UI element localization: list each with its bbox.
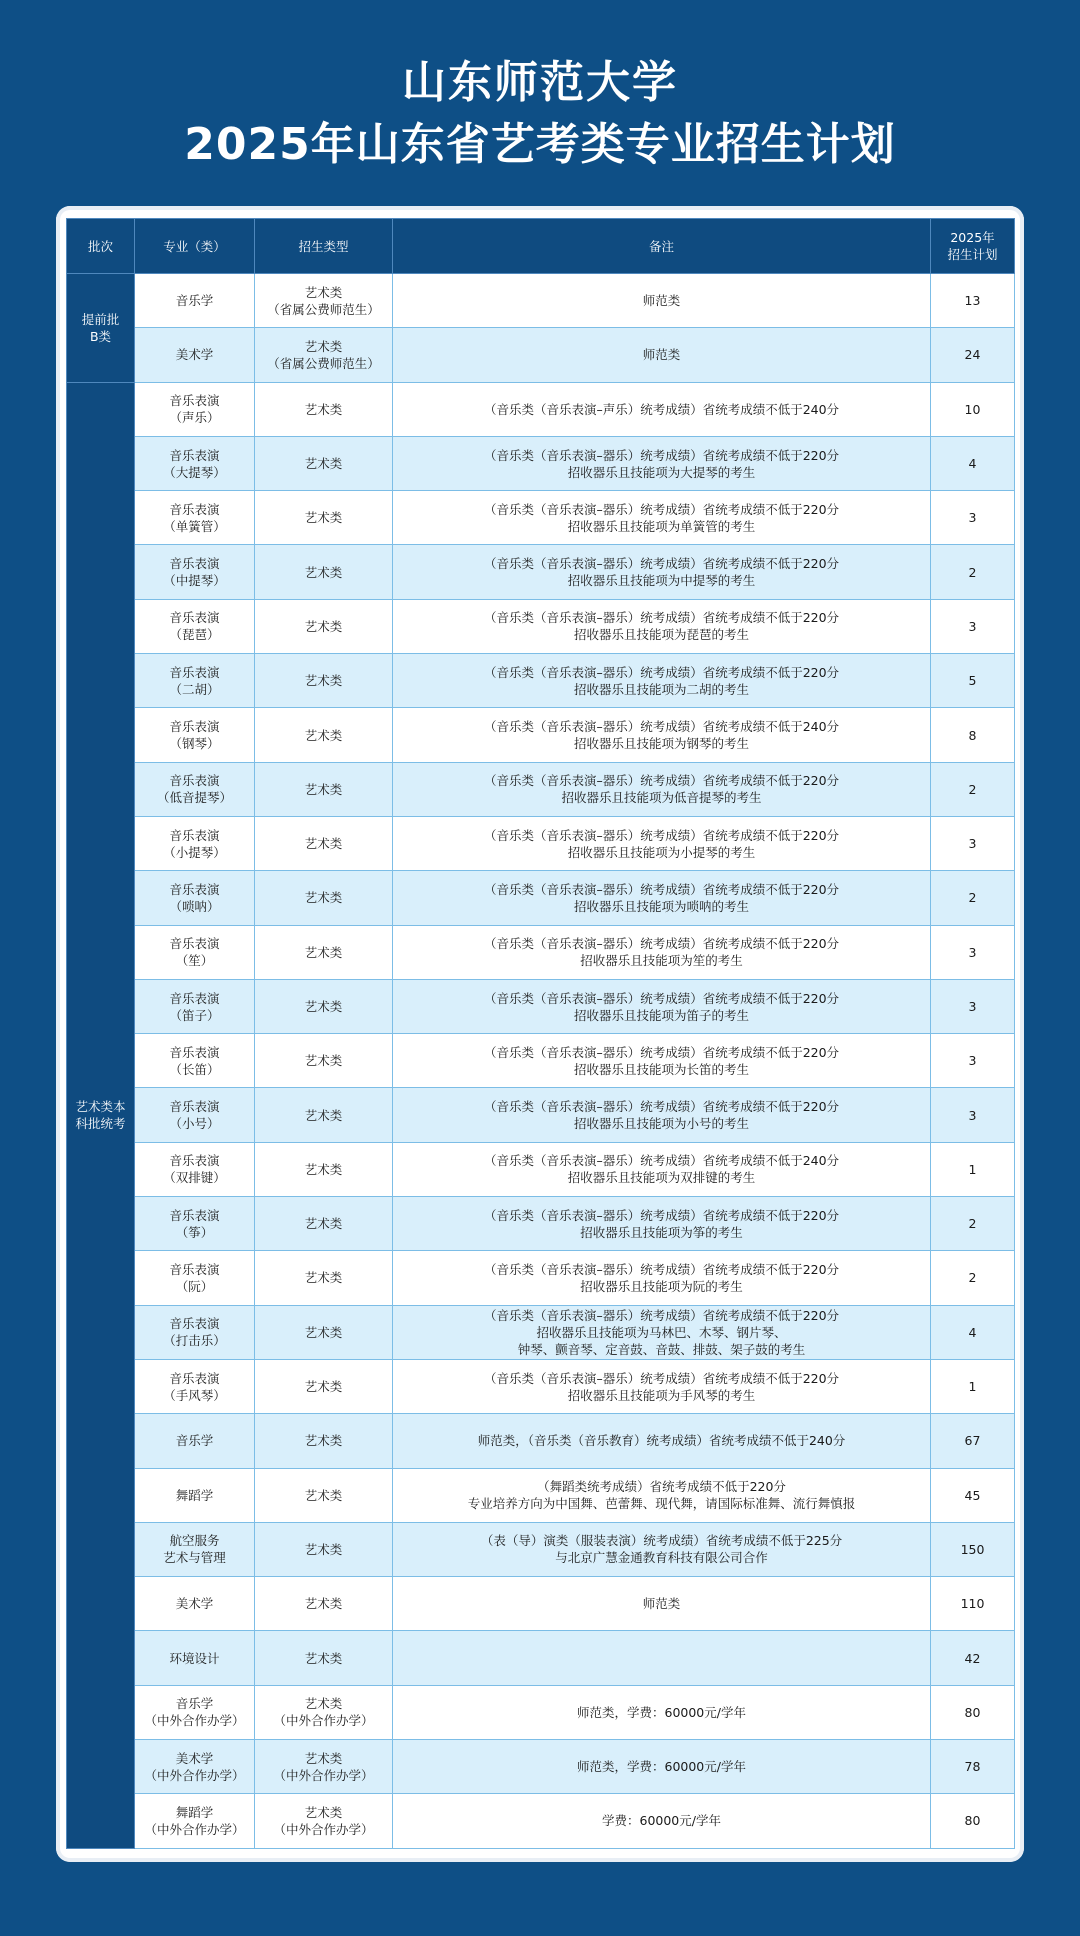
note-cell: （表（导）演类（服装表演）统考成绩）省统考成绩不低于225分 与北京广慧金通教育科技有限公司合作 (393, 1522, 931, 1576)
enrollment-plan-table (66, 218, 1015, 1849)
type-cell: 艺术类 (255, 1034, 393, 1088)
type-cell: 艺术类 (255, 871, 393, 925)
type-cell: 艺术类 (255, 1142, 393, 1196)
major-cell: 音乐表演 （二胡） (135, 654, 255, 708)
type-cell: 艺术类 (255, 1305, 393, 1359)
table-row (67, 1197, 1015, 1251)
table-row (67, 1740, 1015, 1794)
table-row (67, 491, 1015, 545)
plan-cell: 42 (931, 1631, 1015, 1685)
type-cell: 艺术类 (255, 762, 393, 816)
note-cell: 师范类，学费：60000元/学年 (393, 1685, 931, 1739)
plan-cell: 3 (931, 979, 1015, 1033)
plan-cell: 1 (931, 1359, 1015, 1413)
type-cell: 艺术类 (255, 925, 393, 979)
major-cell: 美术学 (135, 328, 255, 382)
note-cell: （音乐类（音乐表演–器乐）统考成绩）省统考成绩不低于220分 招收器乐且技能项为大提琴的考生 (393, 436, 931, 490)
plan-cell: 4 (931, 436, 1015, 490)
major-cell: 舞蹈学 （中外合作办学） (135, 1794, 255, 1848)
major-cell: 音乐表演 （低音提琴） (135, 762, 255, 816)
major-cell: 美术学 (135, 1577, 255, 1631)
type-cell: 艺术类 (255, 708, 393, 762)
note-cell: （音乐类（音乐表演–器乐）统考成绩）省统考成绩不低于220分 招收器乐且技能项为唢呐的考生 (393, 871, 931, 925)
note-cell: （舞蹈类统考成绩）省统考成绩不低于220分 专业培养方向为中国舞、芭蕾舞、现代舞，请国际标准舞、流行舞慎报 (393, 1468, 931, 1522)
table-row (67, 871, 1015, 925)
plan-cell: 80 (931, 1685, 1015, 1739)
table-row (67, 1522, 1015, 1576)
header-note: 备注 (393, 219, 931, 274)
note-cell: （音乐类（音乐表演–器乐）统考成绩）省统考成绩不低于240分 招收器乐且技能项为双排键的考生 (393, 1142, 931, 1196)
page-title (0, 52, 1080, 176)
header-plan: 2025年 招生计划 (931, 219, 1015, 274)
major-cell: 航空服务 艺术与管理 (135, 1522, 255, 1576)
plan-cell: 13 (931, 274, 1015, 328)
type-cell: 艺术类 (255, 1468, 393, 1522)
type-cell: 艺术类 (255, 491, 393, 545)
plan-cell: 1 (931, 1142, 1015, 1196)
plan-cell: 80 (931, 1794, 1015, 1848)
batch-cell: 提前批 B类 (67, 274, 135, 383)
note-cell: （音乐类（音乐表演–器乐）统考成绩）省统考成绩不低于220分 招收器乐且技能项为二胡的考生 (393, 654, 931, 708)
table-row (67, 545, 1015, 599)
plan-card (56, 206, 1024, 1862)
plan-cell: 3 (931, 1034, 1015, 1088)
plan-cell: 5 (931, 654, 1015, 708)
major-cell: 音乐表演 （小号） (135, 1088, 255, 1142)
type-cell: 艺术类 (255, 382, 393, 436)
table-row (67, 925, 1015, 979)
table-row (67, 436, 1015, 490)
note-cell: （音乐类（音乐表演–器乐）统考成绩）省统考成绩不低于220分 招收器乐且技能项为笙的考生 (393, 925, 931, 979)
major-cell: 音乐表演 （声乐） (135, 382, 255, 436)
major-cell: 音乐表演 （笙） (135, 925, 255, 979)
note-cell: （音乐类（音乐表演–器乐）统考成绩）省统考成绩不低于220分 招收器乐且技能项为筝的考生 (393, 1197, 931, 1251)
major-cell: 舞蹈学 (135, 1468, 255, 1522)
plan-cell: 24 (931, 328, 1015, 382)
note-cell (393, 1631, 931, 1685)
plan-cell: 2 (931, 762, 1015, 816)
table-row (67, 1034, 1015, 1088)
note-cell: （音乐类（音乐表演–器乐）统考成绩）省统考成绩不低于220分 招收器乐且技能项为琵琶的考生 (393, 599, 931, 653)
type-cell: 艺术类 (255, 599, 393, 653)
table-row (67, 382, 1015, 436)
table-row (67, 1305, 1015, 1359)
plan-cell: 67 (931, 1414, 1015, 1468)
plan-cell: 3 (931, 816, 1015, 870)
plan-cell: 45 (931, 1468, 1015, 1522)
type-cell: 艺术类 (255, 654, 393, 708)
major-cell: 音乐表演 （小提琴） (135, 816, 255, 870)
table-row (67, 816, 1015, 870)
note-cell: （音乐类（音乐表演–器乐）统考成绩）省统考成绩不低于220分 招收器乐且技能项为马林巴、木琴、钢片琴、 钟琴、颤音琴、定音鼓、音鼓、排鼓、架子鼓的考生 (393, 1305, 931, 1359)
table-row (67, 1088, 1015, 1142)
plan-cell: 3 (931, 599, 1015, 653)
table-row (67, 708, 1015, 762)
type-cell: 艺术类 (255, 545, 393, 599)
note-cell: 师范类，学费：60000元/学年 (393, 1740, 931, 1794)
table-row (67, 762, 1015, 816)
type-cell: 艺术类 (255, 1088, 393, 1142)
type-cell: 艺术类 （省属公费师范生） (255, 328, 393, 382)
major-cell: 音乐表演 （钢琴） (135, 708, 255, 762)
note-cell: 学费：60000元/学年 (393, 1794, 931, 1848)
major-cell: 音乐表演 （手风琴） (135, 1359, 255, 1413)
note-cell: 师范类 (393, 328, 931, 382)
table-row (67, 1468, 1015, 1522)
title-plan: 2025年山东省艺考类专业招生计划 (184, 119, 896, 170)
major-cell: 音乐学 (135, 274, 255, 328)
note-cell: （音乐类（音乐表演–器乐）统考成绩）省统考成绩不低于220分 招收器乐且技能项为小号的考生 (393, 1088, 931, 1142)
note-cell: （音乐类（音乐表演–器乐）统考成绩）省统考成绩不低于220分 招收器乐且技能项为单簧管的考生 (393, 491, 931, 545)
table-row (67, 1142, 1015, 1196)
type-cell: 艺术类 (255, 1577, 393, 1631)
table-row (67, 1577, 1015, 1631)
major-cell: 音乐表演 （中提琴） (135, 545, 255, 599)
table-row (67, 1685, 1015, 1739)
type-cell: 艺术类 (255, 816, 393, 870)
note-cell: 师范类 (393, 1577, 931, 1631)
type-cell: 艺术类 （中外合作办学） (255, 1685, 393, 1739)
plan-cell: 2 (931, 1251, 1015, 1305)
type-cell: 艺术类 (255, 1414, 393, 1468)
type-cell: 艺术类 (255, 1631, 393, 1685)
table-body (67, 274, 1015, 1849)
table-row (67, 1359, 1015, 1413)
type-cell: 艺术类 (255, 979, 393, 1033)
note-cell: 师范类 (393, 274, 931, 328)
major-cell: 音乐表演 （唢呐） (135, 871, 255, 925)
table-row (67, 1631, 1015, 1685)
major-cell: 音乐表演 （长笛） (135, 1034, 255, 1088)
note-cell: （音乐类（音乐表演–器乐）统考成绩）省统考成绩不低于220分 招收器乐且技能项为低音提琴的考生 (393, 762, 931, 816)
header-type: 招生类型 (255, 219, 393, 274)
type-cell: 艺术类 （省属公费师范生） (255, 274, 393, 328)
plan-cell: 2 (931, 871, 1015, 925)
type-cell: 艺术类 （中外合作办学） (255, 1740, 393, 1794)
type-cell: 艺术类 (255, 1197, 393, 1251)
major-cell: 音乐表演 （双排键） (135, 1142, 255, 1196)
header-major: 专业（类） (135, 219, 255, 274)
plan-cell: 4 (931, 1305, 1015, 1359)
plan-cell: 150 (931, 1522, 1015, 1576)
major-cell: 音乐表演 （单簧管） (135, 491, 255, 545)
plan-cell: 3 (931, 1088, 1015, 1142)
note-cell: （音乐类（音乐表演–器乐）统考成绩）省统考成绩不低于240分 招收器乐且技能项为钢琴的考生 (393, 708, 931, 762)
note-cell: （音乐类（音乐表演–器乐）统考成绩）省统考成绩不低于220分 招收器乐且技能项为阮的考生 (393, 1251, 931, 1305)
major-cell: 音乐表演 （琵琶） (135, 599, 255, 653)
major-cell: 环境设计 (135, 1631, 255, 1685)
type-cell: 艺术类 (255, 1359, 393, 1413)
type-cell: 艺术类 (255, 436, 393, 490)
major-cell: 音乐表演 （笛子） (135, 979, 255, 1033)
plan-cell: 2 (931, 545, 1015, 599)
note-cell: 师范类，（音乐类（音乐教育）统考成绩）省统考成绩不低于240分 (393, 1414, 931, 1468)
batch-cell: 艺术类本 科批统考 (67, 382, 135, 1848)
major-cell: 音乐学 （中外合作办学） (135, 1685, 255, 1739)
table-row (67, 274, 1015, 328)
table-row (67, 654, 1015, 708)
plan-cell: 3 (931, 491, 1015, 545)
major-cell: 音乐表演 （筝） (135, 1197, 255, 1251)
note-cell: （音乐类（音乐表演–器乐）统考成绩）省统考成绩不低于220分 招收器乐且技能项为手风琴的考生 (393, 1359, 931, 1413)
type-cell: 艺术类 (255, 1251, 393, 1305)
table-row (67, 599, 1015, 653)
major-cell: 音乐表演 （大提琴） (135, 436, 255, 490)
table-row (67, 979, 1015, 1033)
note-cell: （音乐类（音乐表演–器乐）统考成绩）省统考成绩不低于220分 招收器乐且技能项为小提琴的考生 (393, 816, 931, 870)
note-cell: （音乐类（音乐表演–器乐）统考成绩）省统考成绩不低于220分 招收器乐且技能项为笛子的考生 (393, 979, 931, 1033)
major-cell: 音乐学 (135, 1414, 255, 1468)
plan-cell: 3 (931, 925, 1015, 979)
major-cell: 美术学 （中外合作办学） (135, 1740, 255, 1794)
note-cell: （音乐类（音乐表演–器乐）统考成绩）省统考成绩不低于220分 招收器乐且技能项为长笛的考生 (393, 1034, 931, 1088)
table-row (67, 1414, 1015, 1468)
note-cell: （音乐类（音乐表演–器乐）统考成绩）省统考成绩不低于220分 招收器乐且技能项为中提琴的考生 (393, 545, 931, 599)
type-cell: 艺术类 （中外合作办学） (255, 1794, 393, 1848)
plan-cell: 110 (931, 1577, 1015, 1631)
table-row (67, 328, 1015, 382)
table-header-row (67, 219, 1015, 274)
table-row (67, 1251, 1015, 1305)
plan-cell: 10 (931, 382, 1015, 436)
table-row (67, 1794, 1015, 1848)
type-cell: 艺术类 (255, 1522, 393, 1576)
plan-cell: 8 (931, 708, 1015, 762)
plan-cell: 2 (931, 1197, 1015, 1251)
major-cell: 音乐表演 （打击乐） (135, 1305, 255, 1359)
major-cell: 音乐表演 （阮） (135, 1251, 255, 1305)
plan-cell: 78 (931, 1740, 1015, 1794)
header-batch: 批次 (67, 219, 135, 274)
note-cell: （音乐类（音乐表演–声乐）统考成绩）省统考成绩不低于240分 (393, 382, 931, 436)
title-university: 山东师范大学 (402, 57, 678, 108)
